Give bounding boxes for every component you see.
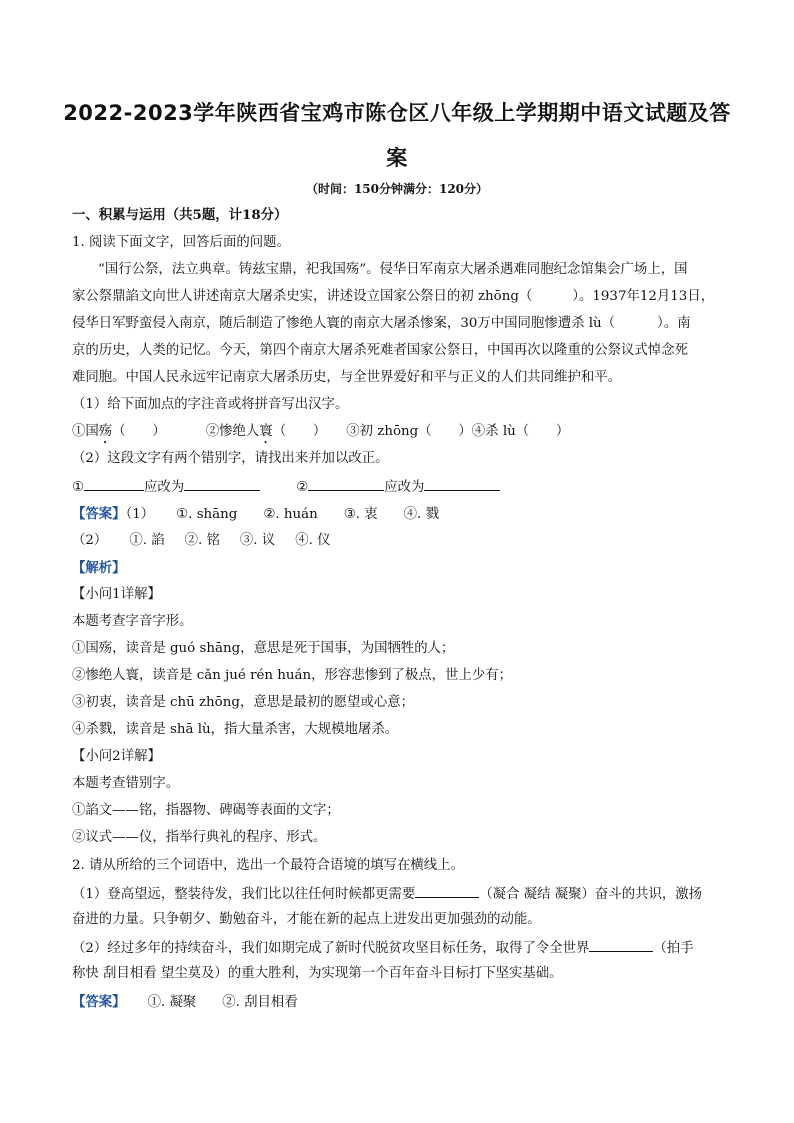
doc-subtitle: （时间：150分钟满分：120分） <box>305 182 489 196</box>
opt-a-prefix: ①国 <box>72 424 99 439</box>
answer1-label: （1） <box>125 507 155 522</box>
subquestion2-intro: 本题考查错别字。 <box>72 776 180 791</box>
q1-passage-line3-a: 侵华日军野蛮侵入南京，随后制造了惨绝人寰的南京大屠杀惨案，30万中国同胞惨遭杀 lù（ <box>72 316 616 331</box>
q2-sentence1-line1 <box>72 883 732 905</box>
answer-tag: 【答案】 <box>72 994 126 1010</box>
doc-title-line1: 2022-2023学年陕西省宝鸡市陈仓区八年级上学期期中语文试题及答 <box>63 101 731 125</box>
q2-s2-part-b: （拍手 <box>653 941 694 956</box>
answer2-item: ③. 议 <box>239 533 276 548</box>
q1-answer-line2 <box>72 531 732 551</box>
opt-b-dotted-char: 寰 <box>259 424 273 439</box>
answer2-label: （2） <box>72 533 108 548</box>
answer1-item: ①. shāng <box>176 507 238 522</box>
q1-passage-line4: 京的历史，人类的记忆。今天，第四个南京大屠杀死难者国家公祭日，中国再次以隆重的公祭议式悼念死 <box>72 343 688 358</box>
q2-s1-part-a: （1）登高望远，整装待发，我们比以往任何时候都更需要 <box>72 887 416 902</box>
q1-sub1-options <box>72 422 732 447</box>
q1-stem: 1. 阅读下面文字，回答后面的问题。 <box>72 235 290 250</box>
q1-passage-line3 <box>72 314 732 334</box>
subquestion2-line2: ②议式——仪，指举行典礼的程序、形式。 <box>72 830 327 845</box>
answer-tag: 【答案】 <box>72 506 126 522</box>
subquestion1-intro: 本题考查字音字形。 <box>72 614 193 629</box>
q1-passage-line2 <box>72 287 732 307</box>
q2-sentence1-line2: 奋进的力量。只争朝夕、勤勉奋斗，才能在新的起点上进发出更加强劲的动能。 <box>72 912 541 927</box>
fix1-blank-a <box>84 476 144 491</box>
q2-answer-item: ②. 刮目相看 <box>222 995 298 1010</box>
q2-sentence2-line1 <box>72 937 732 959</box>
subquestion1-tag: 【小问1详解】 <box>72 587 161 602</box>
q1-passage-line2-a: 家公祭鼎諂文向世人讲述南京大屠杀史实，讲述设立国家公祭日的初 zhōng（ <box>72 289 533 304</box>
opt-a-blank: （ ） <box>112 424 166 439</box>
answer2-item: ①. 諂 <box>129 533 165 548</box>
q1-sub2-blanks <box>72 476 732 498</box>
q2-sentence2-line2: 称快 刮目相看 望尘莫及）的重大胜利，为实现第一个百年奋斗目标打下坚实基础。 <box>72 966 563 981</box>
opt-cd: ③初 zhōng（ ）④杀 lù（ ） <box>346 424 570 439</box>
doc-title-line2: 案 <box>386 146 408 170</box>
q1-sub2: （2）这段文字有两个错别字，请找出来并加以改正。 <box>72 451 389 466</box>
q1-passage-line5: 难同胞。中国人民永远牢记南京大屠杀历史，与全世界爱好和平与正义的人们共同维护和平。 <box>72 370 622 385</box>
q1-answer-line1 <box>72 504 732 525</box>
q2-answer <box>72 992 732 1013</box>
q1-passage-line2-b: ）。1937年12月13日， <box>572 289 715 304</box>
subquestion1-line1: ①国殇，读音是 guó shāng，意思是死于国事，为国牺牲的人； <box>72 641 455 656</box>
q2-stem: 2. 请从所给的三个词语中，选出一个最符合语境的填写在横线上。 <box>72 858 464 873</box>
section-heading: 一、积累与运用（共5题，计18分） <box>72 207 288 223</box>
opt-b-blank: （ ） <box>272 424 327 439</box>
fix1-label: ① <box>72 480 85 495</box>
fix1-blank-b <box>184 476 260 491</box>
q2-answer-item: ①. 凝聚 <box>147 995 197 1010</box>
q2-blank1 <box>415 883 479 898</box>
fix2-label: ② <box>296 480 309 495</box>
q2-s1-part-b: （凝合 凝结 凝聚）奋斗的共识，激扬 <box>479 887 703 902</box>
subquestion1-line3: ③初衷，读音是 chū zhōng，意思是最初的愿望或心意； <box>72 695 415 710</box>
answer1-item: ②. huán <box>263 507 318 522</box>
fix2-change-label: 应改为 <box>384 480 425 495</box>
q2-blank2 <box>589 937 653 952</box>
q2-s2-part-a: （2）经过多年的持续奋斗，我们如期完成了新时代脱贫攻坚目标任务，取得了令全世界 <box>72 941 590 956</box>
answer2-item: ④. 仪 <box>295 533 331 548</box>
subquestion1-line2: ②惨绝人寰，读音是 cǎn jué rén huán，形容悲惨到了极点，世上少有； <box>72 668 513 683</box>
fix2-blank-a <box>308 476 384 491</box>
fix2-blank-b <box>424 476 500 491</box>
subquestion2-line1: ①諂文——铭，指器物、碑碣等表面的文字； <box>72 803 340 818</box>
answer1-item: ④. 戮 <box>403 507 439 522</box>
answer1-item: ③. 衷 <box>343 507 378 522</box>
q1-passage-line1: “国行公祭，法立典章。铸兹宝鼎，祀我国殇”。侵华日军南京大屠杀遇难同胞纪念馆集会广场上，国 <box>98 262 688 277</box>
analysis-tag: 【解析】 <box>72 560 126 576</box>
opt-b-prefix: ②惨绝人 <box>205 424 260 439</box>
answer2-item: ②. 铭 <box>184 533 220 548</box>
subquestion1-line4: ④杀戮，读音是 shā lù，指大量杀害，大规模地屠杀。 <box>72 722 399 737</box>
q1-passage-line3-b: ）。南 <box>657 316 691 331</box>
q1-sub1: （1）给下面加点的字注音或将拼音写出汉字。 <box>72 397 349 412</box>
fix1-change-label: 应改为 <box>144 480 185 495</box>
subquestion2-tag: 【小问2详解】 <box>72 749 161 764</box>
opt-a-dotted-char: 殇 <box>98 424 113 439</box>
